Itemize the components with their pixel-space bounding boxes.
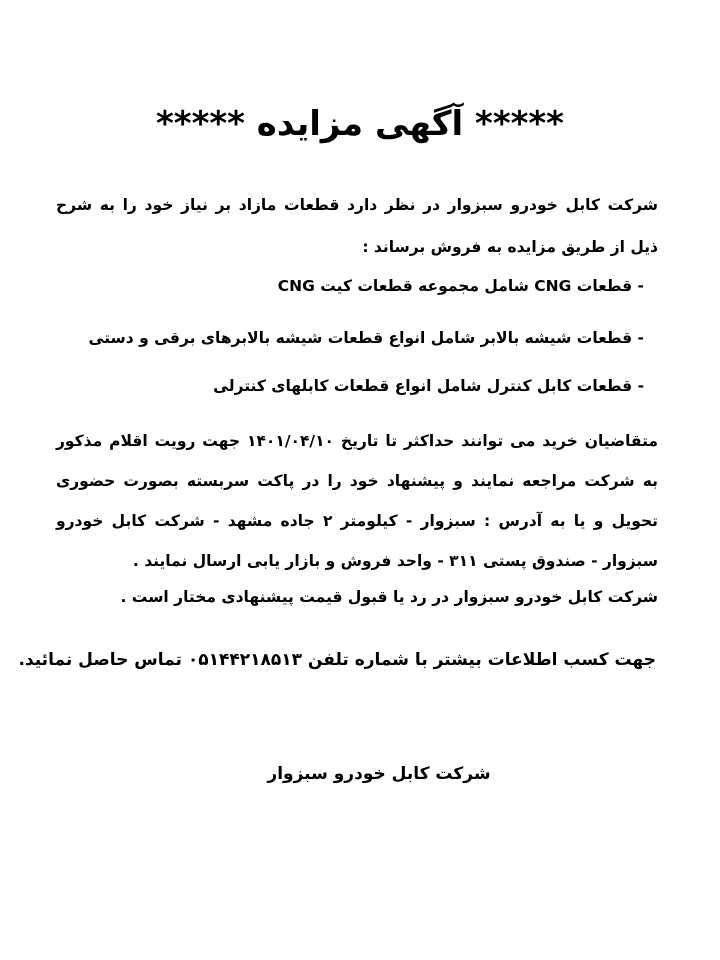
intro-paragraph: شرکت کابل خودرو سبزوار در نظر دارد قطعات مازاد بر نیاز خود را به شرح ذیل از طریق مزایده به فروش برساند : xyxy=(56,196,658,256)
reservation-paragraph: شرکت کابل خودرو سبزوار در رد یا قبول قیمت پیشنهادی مختار است . xyxy=(120,588,658,606)
instructions-paragraph: متقاضیان خرید می توانند حداکثر تا تاریخ ۱۴۰۱/۰۴/۱۰ جهت رویت اقلام مذکور به شرکت مراجعه نمایند و پیشنهاد خود را در پاکت سربسته بصورت حضوری تحویل و یا به آدرس : سبزوار - کیلومتر ۲ جاده مشهد - شرکت کابل خودرو سبزوار - صندوق پستی ۳۱۱ - واحد فروش و بازار یابی ارسال نمایند . xyxy=(56,432,658,570)
item-cng-parts: - قطعات CNG شامل مجموعه قطعات کیت CNG xyxy=(277,277,644,295)
item-control-cable-parts: - قطعات کابل کنترل شامل انواع قطعات کابلهای کنترلی xyxy=(213,377,644,395)
notice-title: ***** آگهی مزایده ***** xyxy=(156,104,564,144)
contact-line: جهت کسب اطلاعات بیشتر با شماره تلفن ۰۵۱۴۴۲۱۸۵۱۳ تماس حاصل نمائید. xyxy=(18,650,656,670)
company-signature: شرکت کابل خودرو سبزوار xyxy=(267,764,491,784)
item-window-regulator-parts: - قطعات شیشه بالابر شامل انواع قطعات شیشه بالابرهای برقی و دستی xyxy=(88,329,644,347)
